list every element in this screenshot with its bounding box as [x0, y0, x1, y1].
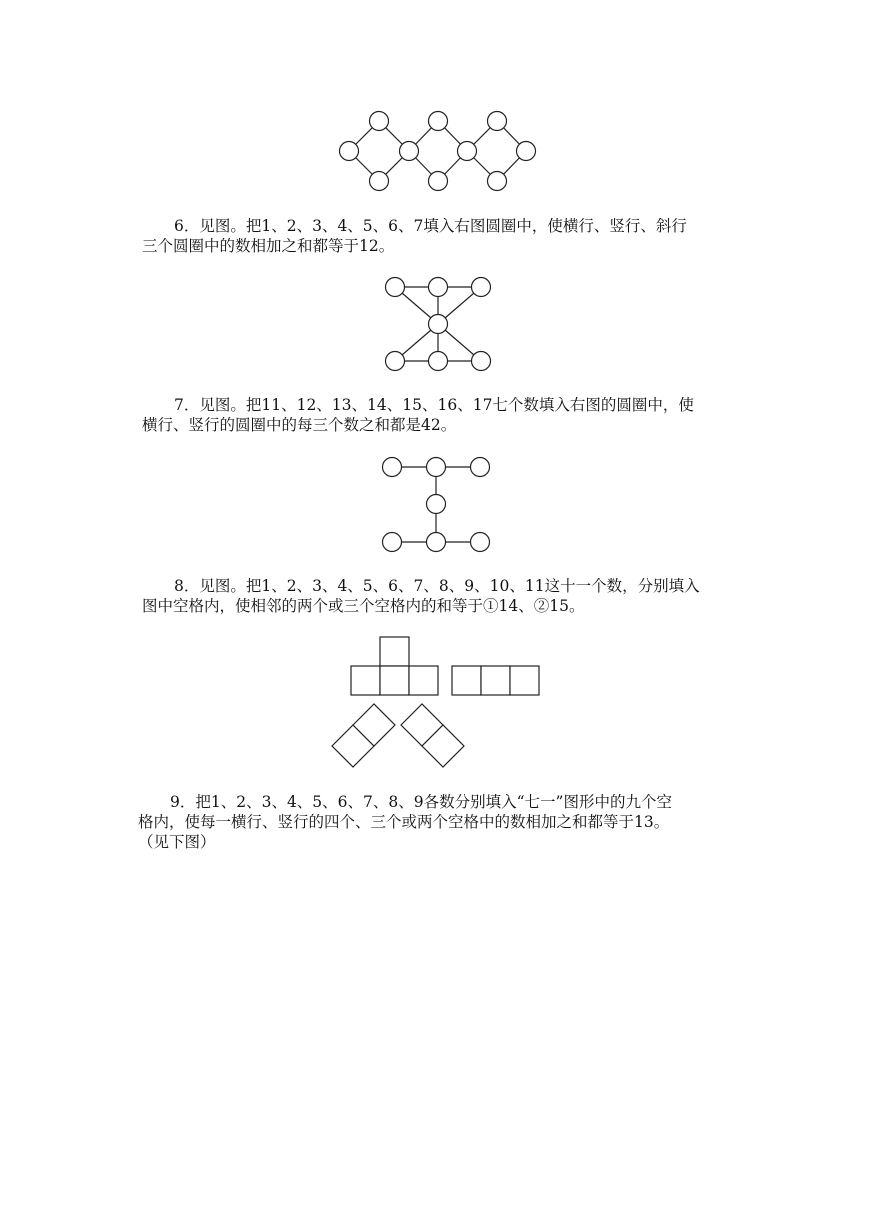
- circle-node: [427, 458, 446, 477]
- circle-node: [517, 142, 536, 161]
- circle-node: [383, 458, 402, 477]
- problem-7-text: [142, 395, 694, 435]
- circle-node: [340, 142, 359, 161]
- grid-cell: [452, 666, 481, 695]
- problem-6-line-2: 三个圆圈中的数相加之和都等于12。: [142, 237, 395, 255]
- hourglass-circles-figure: [375, 268, 495, 380]
- circle-node: [427, 495, 446, 514]
- i-shape-circles-figure: [372, 448, 500, 560]
- circle-node: [471, 533, 490, 552]
- circle-node: [471, 458, 490, 477]
- circle-node: [429, 352, 448, 371]
- square-grid-figure: [325, 630, 550, 772]
- circle-node: [472, 278, 491, 297]
- circle-node: [427, 533, 446, 552]
- problem-6-line-1: 6．见图。把1、2、3、4、5、6、7填入右图圆圈中，使横行、竖行、斜行: [174, 217, 687, 235]
- circle-node: [370, 112, 389, 131]
- problem-9-line-1: 9．把1、2、3、4、5、6、7、8、9各数分别填入“七一”图形中的九个空: [170, 793, 672, 811]
- problem-9-text: [138, 792, 672, 852]
- problem-8-text: [142, 576, 700, 616]
- circle-node: [370, 172, 389, 191]
- grid-cell: [510, 666, 539, 695]
- diamond-chain-figure: [330, 105, 550, 200]
- grid-cell: [409, 666, 438, 695]
- grid-cell: [481, 666, 510, 695]
- problem-7-line-2: 横行、竖行的圆圈中的每三个数之和都是42。: [142, 416, 457, 434]
- circle-node: [488, 112, 507, 131]
- circle-node: [429, 112, 448, 131]
- circle-node: [458, 142, 477, 161]
- grid-cell: [380, 637, 409, 666]
- circle-node: [429, 172, 448, 191]
- circle-node: [386, 352, 405, 371]
- problem-9-line-3: （见下图）: [138, 833, 216, 851]
- problem-6-text: [142, 216, 687, 256]
- circle-node: [429, 315, 448, 334]
- grid-cell: [380, 666, 409, 695]
- circle-node: [386, 278, 405, 297]
- circle-node: [472, 352, 491, 371]
- problem-8-line-1: 8．见图。把1、2、3、4、5、6、7、8、9、10、11这十一个数，分别填入: [174, 577, 700, 595]
- grid-cell: [351, 666, 380, 695]
- problem-8-line-2: 图中空格内，使相邻的两个或三个空格内的和等于①14、②15。: [142, 597, 585, 615]
- problem-7-line-1: 7．见图。把11、12、13、14、15、16、17七个数填入右图的圆圈中，使: [174, 396, 694, 414]
- circle-node: [488, 172, 507, 191]
- circle-node: [400, 142, 419, 161]
- problem-9-line-2: 格内，使每一横行、竖行的四个、三个或两个空格中的数相加之和都等于13。: [138, 813, 670, 831]
- circle-node: [429, 278, 448, 297]
- circle-node: [383, 533, 402, 552]
